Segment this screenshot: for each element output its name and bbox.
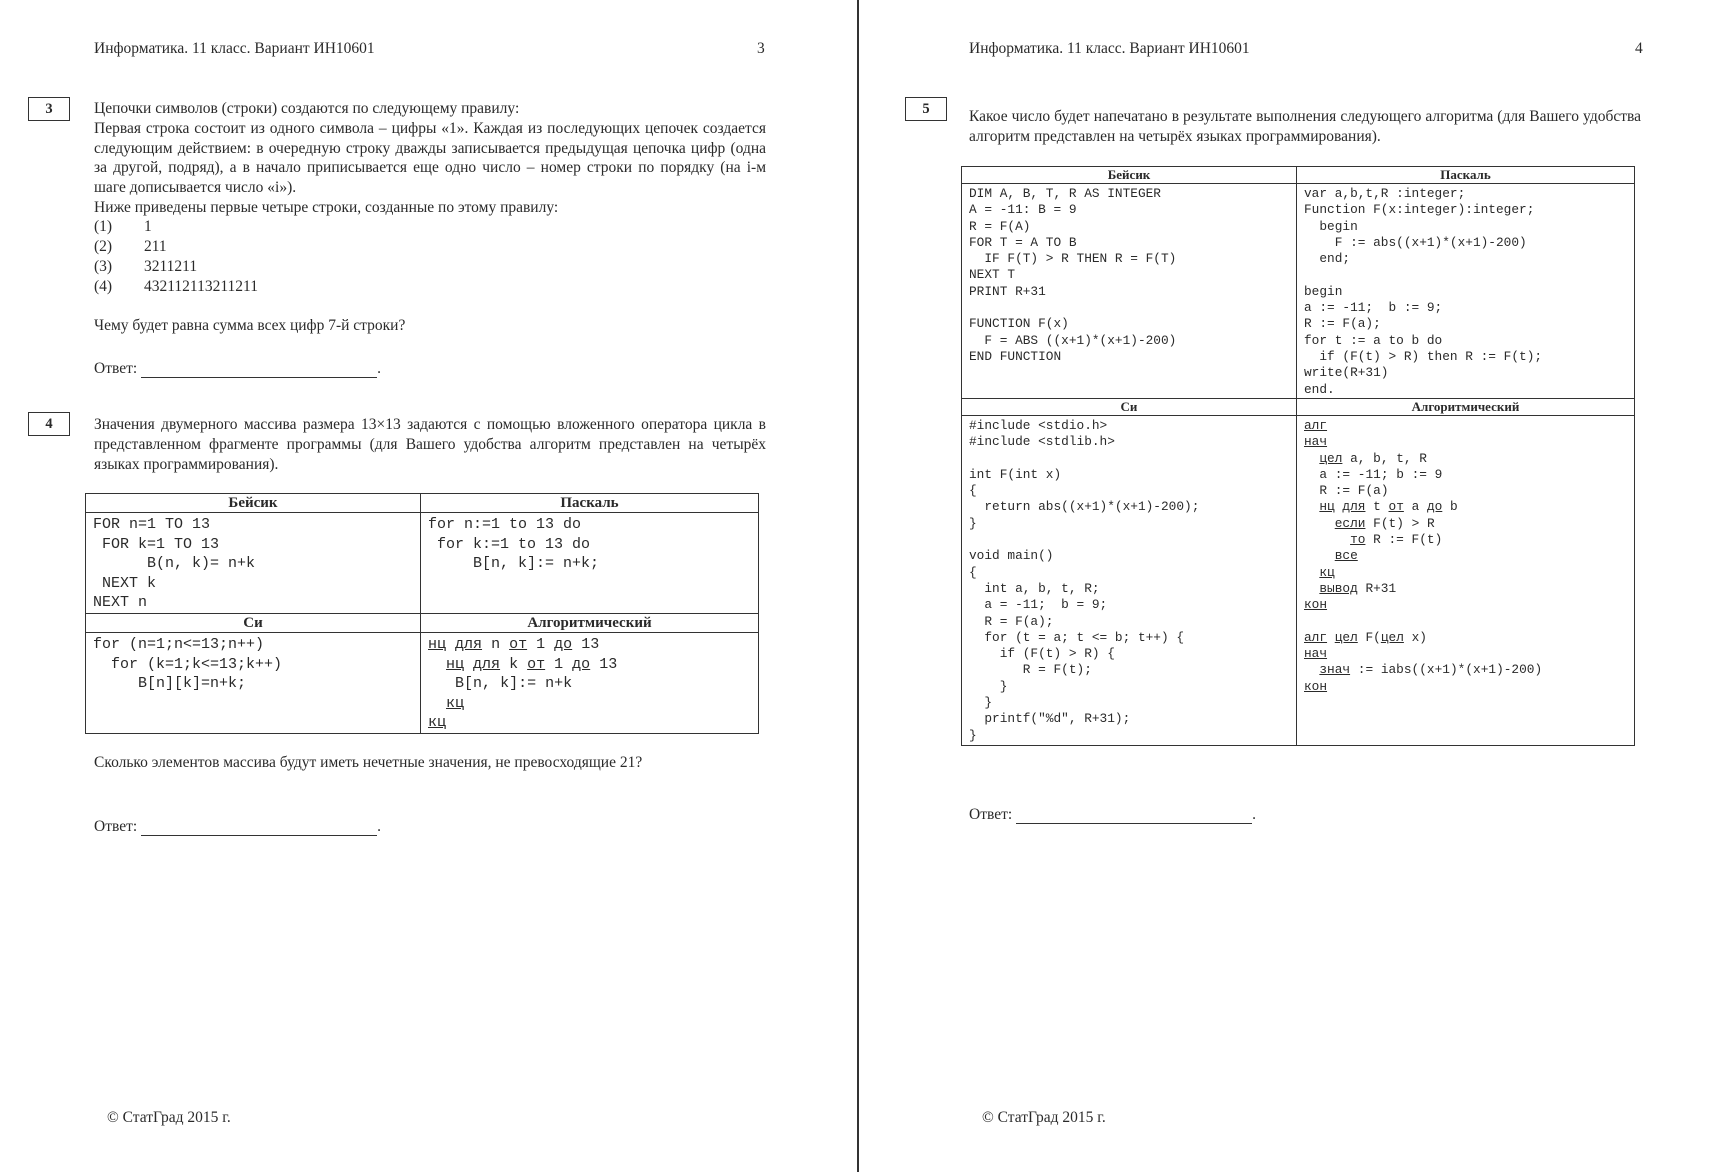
header-basic: Бейсик — [86, 494, 421, 513]
code-line: for t := a to b do — [1304, 332, 1443, 348]
code-line: end. — [1304, 381, 1335, 397]
task4-question: Сколько элементов массива будут иметь нечетные значения, не превосходящие 21? — [94, 754, 643, 771]
answer-label: Ответ: — [969, 806, 1013, 823]
answer-label: Ответ: — [94, 818, 138, 835]
code-line: вывод R+31 — [1319, 580, 1397, 596]
code-line: for (t = a; t <= b; t++) { — [969, 629, 1185, 645]
header-pascal: Паскаль — [421, 494, 759, 513]
code-line: F = ABS ((x+1)*(x+1)-200) — [969, 332, 1177, 348]
code-line: R = F(a); — [969, 613, 1054, 629]
answer-line[interactable] — [1016, 807, 1252, 824]
code-line — [1304, 267, 1627, 283]
header-pascal: Паскаль — [1297, 167, 1635, 184]
code-line: void main() — [969, 548, 1054, 564]
code-line: printf("%d", R+31); — [969, 711, 1131, 727]
code-line: NEXT T — [969, 267, 1016, 283]
code-line: то R := F(t) — [1350, 532, 1443, 548]
code-alg: нц для n от 1 до 13 нц для k от 1 до 13 B[n, k]:= n+k кц кц — [421, 633, 759, 734]
task3-answer[interactable]: Ответ: . — [94, 360, 382, 377]
code-pascal — [1297, 184, 1635, 399]
page-number: 4 — [1635, 40, 1643, 57]
code-line: R = F(t); — [969, 662, 1092, 678]
code-line: если F(t) > R — [1334, 515, 1435, 531]
code-line: кон — [1304, 597, 1328, 613]
sequence-row: (3) 3211211 — [94, 258, 198, 275]
page-footer: © СтатГрад 2015 г. — [107, 1109, 231, 1126]
task-number-3: 3 — [28, 97, 70, 121]
code-line: R := F(a) — [1319, 483, 1389, 499]
code-line: FOR T = A TO B — [969, 234, 1077, 250]
code-line: DIM A, B, T, R AS INTEGER — [969, 186, 1161, 201]
code-c: for (n=1;n<=13;n++) for (k=1;k<=13;k++) B[n][k]=n+k; — [86, 633, 421, 734]
code-line — [969, 300, 1289, 316]
task3-sequence — [94, 217, 258, 297]
code-line: { — [969, 564, 977, 580]
task-number-5: 5 — [905, 97, 947, 121]
code-line: PRINT R+31 — [969, 283, 1046, 299]
code-line: Function F(x:integer):integer; — [1304, 202, 1535, 218]
right-page — [860, 0, 1714, 1172]
code-line: R = F(A) — [969, 218, 1031, 234]
task4-answer[interactable]: Ответ: . — [94, 818, 382, 835]
code-basic — [962, 184, 1297, 399]
header-c: Си — [962, 399, 1297, 416]
code-line: end; — [1304, 251, 1351, 267]
task5-code-table — [961, 166, 1635, 746]
code-line — [969, 451, 1289, 467]
code-line: алг цел F(цел x) — [1304, 629, 1427, 645]
header-alg: Алгоритмический — [421, 614, 759, 633]
code-pascal: for n:=1 to 13 do for k:=1 to 13 do B[n, k]:= n+k; — [421, 513, 759, 614]
task-number-4: 4 — [28, 412, 70, 436]
code-line: return abs((x+1)*(x+1)-200); — [969, 499, 1200, 515]
code-line: кц — [1319, 564, 1335, 580]
code-line: A = -11: B = 9 — [969, 202, 1077, 218]
sequence-row: (1) 1 — [94, 218, 152, 235]
code-line: F := abs((x+1)*(x+1)-200) — [1304, 234, 1527, 250]
code-line: IF F(T) > R THEN R = F(T) — [969, 251, 1177, 267]
task3-line-3: Ниже приведены первые четыре строки, созданные по этому правилу: — [94, 198, 559, 216]
code-c — [962, 416, 1297, 746]
task5-text: Какое число будет напечатано в результате выполнения следующего алгоритма (для Вашего удобства алгоритм представлен на четырёх языках программирования). — [969, 108, 1641, 145]
code-line: if (F(t) > R) { — [969, 646, 1115, 662]
code-basic: FOR n=1 TO 13 FOR k=1 TO 13 B(n, k)= n+k NEXT k NEXT n — [86, 513, 421, 614]
code-line: } — [969, 695, 993, 711]
sequence-row: (4) 432112113211211 — [94, 278, 258, 295]
code-line: if (F(t) > R) then R := F(t); — [1304, 348, 1543, 364]
task3-line-1: Цепочки символов (строки) создаются по следующему правилу: — [94, 100, 520, 117]
page-number: 3 — [757, 40, 765, 57]
code-line: #include <stdlib.h> — [969, 434, 1115, 450]
task3-text — [94, 99, 766, 218]
page-footer: © СтатГрад 2015 г. — [982, 1109, 1106, 1126]
code-line: цел a, b, t, R — [1319, 450, 1427, 466]
code-line: R := F(a); — [1304, 316, 1381, 332]
code-line: алг — [1304, 418, 1328, 433]
code-line: begin — [1304, 283, 1343, 299]
page-header: Информатика. 11 класс. Вариант ИН10601 — [94, 40, 375, 57]
sequence-row: (2) 211 — [94, 238, 167, 255]
answer-label: Ответ: — [94, 360, 138, 377]
code-line — [969, 532, 1289, 548]
code-line: int a, b, t, R; — [969, 580, 1100, 596]
code-line: int F(int x) — [969, 466, 1062, 482]
code-line: #include <stdio.h> — [969, 418, 1108, 433]
task4-code-table — [85, 493, 759, 734]
code-line: FUNCTION F(x) — [969, 316, 1069, 332]
code-line: } — [969, 678, 1008, 694]
code-line: a = -11; b = 9; — [969, 597, 1108, 613]
code-line: write(R+31) — [1304, 365, 1389, 381]
code-line: END FUNCTION — [969, 348, 1062, 364]
page-header: Информатика. 11 класс. Вариант ИН10601 — [969, 40, 1250, 57]
code-line: все — [1334, 548, 1358, 564]
code-line: a := -11; b := 9 — [1319, 466, 1443, 482]
code-line: { — [969, 483, 977, 499]
answer-line[interactable] — [141, 361, 377, 378]
task3-question: Чему будет равна сумма всех цифр 7-й строки? — [94, 317, 406, 334]
code-line: } — [969, 515, 977, 531]
code-line: } — [969, 727, 977, 743]
header-basic: Бейсик — [962, 167, 1297, 184]
task3-line-2: Первая строка состоит из одного символа – цифры «1». Каждая из последующих цепочек создается следующим действием: в очередную строку дважды записывается предыдущая цепочка цифр (одна за другой, подряд), а в начало приписывается еще одно число – номер строки по порядку (на i-м шаге дописывается число «i»). — [94, 119, 766, 197]
code-line: нач — [1304, 646, 1328, 662]
code-alg — [1297, 416, 1635, 746]
header-alg: Алгоритмический — [1297, 399, 1635, 416]
code-line: нач — [1304, 434, 1328, 450]
task5-answer[interactable]: Ответ: . — [969, 806, 1257, 823]
code-line: var a,b,t,R :integer; — [1304, 186, 1466, 201]
header-c: Си — [86, 614, 421, 633]
task4-text: Значения двумерного массива размера 13×13 задаются с помощью вложенного оператора цикла в представленном фрагменте программы (для Вашего удобства алгоритм представлен на четырёх языках программирования). — [94, 416, 766, 473]
code-line: кон — [1304, 678, 1328, 694]
code-line: нц для t от a до b — [1319, 499, 1458, 515]
code-line: begin — [1304, 218, 1358, 234]
code-line: знач := iabs((x+1)*(x+1)-200) — [1319, 662, 1543, 678]
answer-line[interactable] — [141, 819, 377, 836]
code-line — [1304, 614, 1627, 630]
code-line: a := -11; b := 9; — [1304, 300, 1443, 316]
